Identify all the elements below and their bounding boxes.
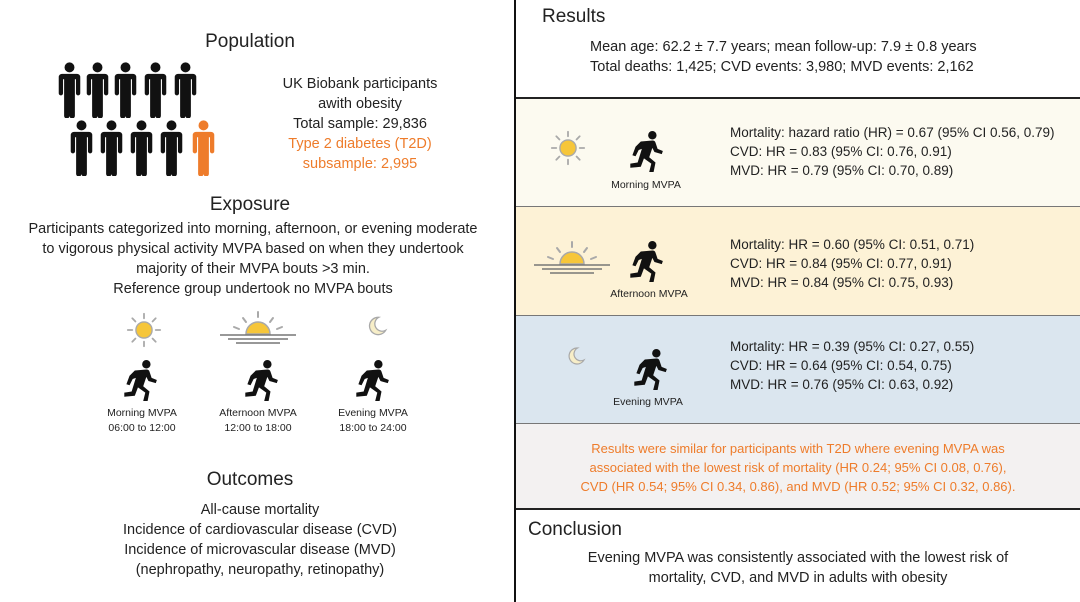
person-icon-t2d	[190, 120, 217, 176]
morning-hr-block	[730, 123, 1055, 180]
note-line: Results were similar for participants with T2D where evening MVPA was	[591, 441, 1005, 456]
group-time: 12:00 to 18:00	[224, 422, 292, 434]
hr-line: CVD: HR = 0.64 (95% CI: 0.54, 0.75)	[730, 358, 952, 373]
population-line: Total sample: 29,836	[293, 116, 427, 132]
group-label: Afternoon MVPA	[219, 407, 297, 419]
hr-line: MVD: HR = 0.79 (95% CI: 0.70, 0.89)	[730, 163, 954, 178]
exposure-line: to vigorous physical activity MVPA based on when they undertook	[42, 241, 464, 257]
evening-label: Evening MVPA	[613, 396, 683, 408]
sun-icon	[550, 130, 586, 166]
hr-line: MVD: HR = 0.84 (95% CI: 0.75, 0.93)	[730, 275, 954, 290]
person-icon	[112, 62, 139, 118]
hr-line: Mortality: HR = 0.60 (95% CI: 0.51, 0.71)	[730, 237, 975, 252]
person-icon	[98, 120, 125, 176]
sun-icon	[126, 312, 162, 348]
hr-line: MVD: HR = 0.76 (95% CI: 0.63, 0.92)	[730, 377, 954, 392]
person-icon	[56, 62, 83, 118]
outcome-line: (nephropathy, neuropathy, retinopathy)	[135, 562, 385, 578]
t2d-line: Type 2 diabetes (T2D)	[288, 136, 432, 152]
results-summary	[590, 37, 977, 77]
person-icon	[84, 62, 111, 118]
summary-line: Mean age: 62.2 ± 7.7 years; mean follow-up: 7.9 ± 0.8 years	[590, 39, 977, 55]
conclusion-line: mortality, CVD, and MVD in adults with obesity	[648, 570, 948, 586]
evening-group	[318, 406, 428, 436]
runner-icon	[241, 359, 279, 401]
summary-line: Total deaths: 1,425; CVD events: 3,980; MVD events: 2,162	[590, 59, 974, 75]
conclusion-text	[516, 548, 1080, 588]
outcomes-heading: Outcomes	[206, 469, 294, 490]
sunset-icon	[218, 310, 298, 344]
exposure-text	[0, 219, 506, 299]
exposure-line: Reference group undertook no MVPA bouts	[113, 281, 393, 297]
t2d-note	[516, 439, 1080, 496]
section-divider	[516, 508, 1080, 510]
conclusion-heading: Conclusion	[528, 519, 622, 540]
person-icon	[142, 62, 169, 118]
runner-icon	[630, 348, 668, 390]
hr-line: CVD: HR = 0.84 (95% CI: 0.77, 0.91)	[730, 256, 952, 271]
person-icon	[128, 120, 155, 176]
outcome-line: Incidence of cardiovascular disease (CVD)	[122, 522, 397, 538]
group-label: Morning MVPA	[107, 407, 177, 419]
population-text	[255, 74, 465, 174]
exposure-line: Participants categorized into morning, afternoon, or evening moderate	[28, 221, 478, 237]
runner-icon	[120, 359, 158, 401]
sunset-icon	[532, 240, 612, 274]
population-line: awith obesity	[318, 96, 402, 112]
morning-group	[86, 406, 198, 436]
hr-line: Mortality: hazard ratio (HR) = 0.67 (95% CI 0.56, 0.79)	[730, 125, 1055, 140]
note-line: associated with the lowest risk of mortality (HR 0.24; 95% CI 0.08, 0.76),	[589, 460, 1007, 475]
moon-icon	[564, 344, 588, 368]
moon-icon	[364, 313, 390, 339]
population-line: UK Biobank participants	[282, 76, 438, 92]
runner-icon	[626, 130, 664, 172]
person-icon	[68, 120, 95, 176]
hr-line: CVD: HR = 0.83 (95% CI: 0.76, 0.91)	[730, 144, 952, 159]
group-time: 06:00 to 12:00	[108, 422, 176, 434]
exposure-heading: Exposure	[209, 194, 291, 215]
outcome-line: All-cause mortality	[200, 502, 320, 518]
person-icon	[172, 62, 199, 118]
left-panel	[0, 0, 514, 602]
note-line: CVD (HR 0.54; 95% CI 0.34, 0.86), and MVD (HR 0.52; 95% CI 0.32, 0.86).	[580, 479, 1016, 494]
group-time: 18:00 to 24:00	[339, 422, 407, 434]
outcome-line: Incidence of microvascular disease (MVD)	[124, 542, 396, 558]
runner-icon	[626, 240, 664, 282]
conclusion-line: Evening MVPA was consistently associated with the lowest risk of	[587, 550, 1009, 566]
population-heading: Population	[205, 31, 295, 52]
population-icon-grid	[56, 62, 222, 177]
morning-label: Morning MVPA	[611, 179, 681, 191]
evening-hr-block	[730, 337, 974, 394]
hr-line: Mortality: HR = 0.39 (95% CI: 0.27, 0.55)	[730, 339, 975, 354]
results-heading: Results	[542, 6, 606, 27]
afternoon-hr-block	[730, 235, 974, 292]
outcomes-text	[80, 500, 440, 580]
runner-icon	[352, 359, 390, 401]
afternoon-label: Afternoon MVPA	[610, 288, 688, 300]
t2d-line: subsample: 2,995	[302, 156, 418, 172]
afternoon-group	[200, 406, 316, 436]
person-icon	[158, 120, 185, 176]
exposure-line: majority of their MVPA bouts >3 min.	[136, 261, 370, 277]
group-label: Evening MVPA	[338, 407, 408, 419]
